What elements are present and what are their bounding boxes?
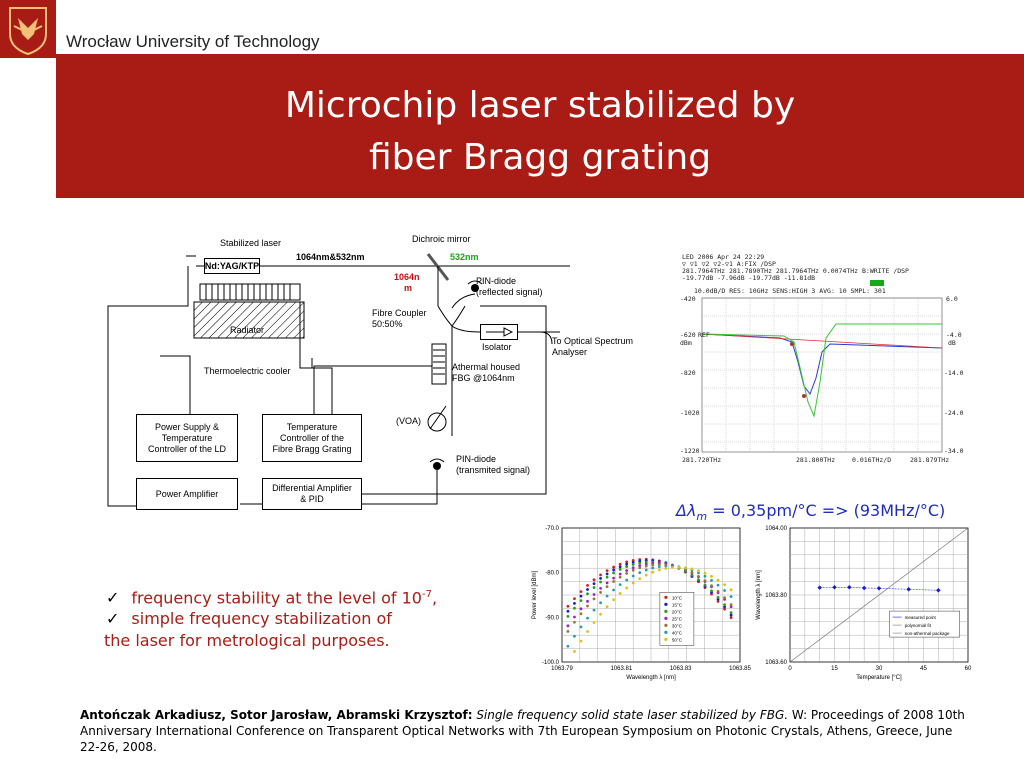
data-point <box>586 600 589 603</box>
data-point <box>730 616 733 619</box>
data-point <box>619 573 622 576</box>
y-tick-label: 1064.00 <box>765 526 787 532</box>
stabilized-laser-label: Stabilized laser <box>220 238 282 248</box>
y-tick-label: -90.0 <box>545 615 559 622</box>
slide-title-line-2: fiber Bragg grating <box>368 137 712 178</box>
power-vs-wavelength-chart <box>528 522 751 686</box>
data-point <box>599 591 602 594</box>
osa-bottom-step: 0.016THz/D <box>852 456 892 464</box>
osa-right-tick-4: -24.0 <box>944 409 964 417</box>
pin-transmitted-label-1: PIN-diode <box>456 454 497 464</box>
diff-amp-line-2: & PID <box>300 494 324 504</box>
x-axis-label: Temperature [°C] <box>856 675 902 681</box>
formula-rest: = 0,35pm/°C => (93MHz/°C) <box>707 501 946 520</box>
data-point <box>619 568 622 571</box>
x-tick-label: 0 <box>788 666 792 672</box>
data-point <box>632 566 635 569</box>
bullet-simple-stabilization <box>106 608 392 630</box>
university-name: Wrocław University of Technology <box>66 32 320 51</box>
data-point <box>645 574 648 577</box>
data-point <box>599 581 602 584</box>
ir-wavelength-label-2: m <box>404 283 413 293</box>
osa-row-5: 10.0dB/D RES: 10GHz SENS:HIGH 3 AVG: 10 SMPL: 301 <box>694 287 886 295</box>
data-point <box>573 597 576 600</box>
data-point <box>704 572 707 575</box>
legend-label: measured point <box>904 615 936 621</box>
osa-row-1: LED 2006 Apr 24 22:29 <box>682 253 765 261</box>
data-point <box>606 576 609 579</box>
x-tick-label: 45 <box>920 666 927 672</box>
x-tick-label: 1063.85 <box>729 666 751 672</box>
legend-label: polynomial fit <box>904 623 931 629</box>
data-point <box>606 585 609 588</box>
data-point <box>612 566 615 569</box>
data-point <box>599 601 602 604</box>
data-point <box>664 567 667 570</box>
data-point <box>625 565 628 568</box>
data-point <box>625 569 628 572</box>
bullet-continuation: the laser for metrological purposes. <box>104 631 390 650</box>
data-point <box>717 584 720 587</box>
data-point <box>723 603 726 606</box>
power-supply-box <box>136 414 238 462</box>
wavelength-vs-temperature-chart <box>750 522 974 686</box>
data-point <box>580 625 583 628</box>
isolator-label: Isolator <box>482 342 512 352</box>
data-point <box>606 572 609 575</box>
data-point <box>697 569 700 572</box>
data-point <box>658 569 661 572</box>
legend-marker <box>664 638 667 641</box>
x-tick-label: 1063.81 <box>610 666 633 672</box>
osa-left-tick-3: -820 <box>680 369 696 377</box>
data-point <box>593 621 596 624</box>
data-point <box>638 577 641 580</box>
beam-label: 1064nm&532nm <box>296 252 365 262</box>
legend-label: 20°C <box>671 609 682 615</box>
data-point <box>645 569 648 572</box>
data-point <box>619 565 622 568</box>
checkmark-icon: ✓ <box>106 609 120 628</box>
psu-line-3: Controller of the LD <box>147 443 227 454</box>
data-point <box>625 579 628 582</box>
data-point <box>580 590 583 593</box>
data-point <box>580 640 583 643</box>
fibre-coupler-label-2: 50:50% <box>372 319 403 329</box>
data-point <box>567 605 570 608</box>
legend-marker <box>664 624 667 627</box>
bullet-1-text: frequency stability at the level of 10 <box>131 588 422 608</box>
data-point <box>612 577 615 580</box>
data-point <box>599 613 602 616</box>
reference-citation <box>80 707 970 755</box>
data-point <box>691 568 694 571</box>
data-point <box>710 575 713 578</box>
data-point <box>684 566 687 569</box>
data-point <box>717 596 720 599</box>
data-point <box>573 621 576 624</box>
x-tick-label: 15 <box>831 666 838 672</box>
legend-marker <box>664 617 667 620</box>
osa-label-2: Analyser <box>552 347 588 357</box>
data-point <box>697 575 700 578</box>
osa-row-2: ▽ ▽1 ▽2 ▽2-▽1 A:FIX /DSP <box>682 260 776 268</box>
setup-diagram-lines <box>100 226 640 516</box>
osa-ref-label: REF <box>698 331 710 339</box>
data-point <box>645 565 648 568</box>
data-point <box>730 614 733 617</box>
isolator-box <box>480 324 518 340</box>
legend-label: 10°C <box>671 595 682 601</box>
reference-details: W: Proceedings of 2008 10th Anniversary International Conference on Transparent Optical Networks with 7th European Symposium on Photonic Crystals, Athens, Greece, June 22-26, 2008. <box>80 708 965 754</box>
data-point <box>632 563 635 566</box>
setup-diagram <box>100 226 640 516</box>
tcfbg-line-2: Controller of the <box>279 432 345 443</box>
y-tick-label: -70.0 <box>545 526 559 532</box>
data-point <box>710 584 713 587</box>
title-banner <box>56 54 1024 198</box>
osa-dbm-label: dBm <box>680 339 692 347</box>
green-wavelength-label: 532nm <box>450 252 479 262</box>
data-point <box>730 595 733 598</box>
bullet-2-text: simple frequency stabilization of <box>131 609 392 628</box>
formula-delta: Δλ <box>676 501 697 520</box>
data-point <box>599 577 602 580</box>
reference-authors: Antończak Arkadiusz, Sotor Jarosław, Abramski Krzysztof: <box>80 708 473 722</box>
data-point <box>730 588 733 591</box>
psu-line-1: Power Supply & <box>154 421 220 432</box>
data-point <box>619 563 622 566</box>
y-tick-label: 1063.60 <box>765 660 787 666</box>
osa-plot <box>680 252 966 466</box>
fibre-coupler-label-1: Fibre Coupler <box>372 308 427 318</box>
data-point <box>573 607 576 610</box>
data-point <box>580 599 583 602</box>
data-point <box>593 586 596 589</box>
checkmark-icon: ✓ <box>106 588 120 608</box>
data-point <box>632 569 635 572</box>
data-point <box>593 609 596 612</box>
data-point <box>599 574 602 577</box>
data-point <box>593 582 596 585</box>
pin-reflected-label-1: PIN-diode <box>476 276 517 286</box>
data-point <box>651 567 654 570</box>
osa-right-tick-1: 6.0 <box>946 295 958 303</box>
bullet-1-end: , <box>431 588 438 608</box>
x-tick-label: 30 <box>875 666 883 672</box>
psu-line-2: Temperature <box>161 432 213 443</box>
data-point <box>567 615 570 618</box>
osa-right-tick-3: -14.0 <box>944 369 964 377</box>
y-tick-label: -80.0 <box>545 570 559 577</box>
wavelength-vs-temperature-plot <box>750 522 974 686</box>
legend-label: 50°C <box>671 637 682 643</box>
dichroic-mirror-label: Dichroic mirror <box>412 234 471 244</box>
tcfbg-line-3: Fibre Bragg Grating <box>272 443 352 454</box>
data-point <box>730 603 733 606</box>
osa-right-tick-5: -34.0 <box>944 447 964 455</box>
data-point <box>586 592 589 595</box>
osa-bottom-right: 281.879THz <box>910 456 950 464</box>
osa-left-tick-2: -620 <box>680 331 696 339</box>
legend-label: 25°C <box>671 616 682 622</box>
data-point <box>691 571 694 574</box>
data-point <box>593 578 596 581</box>
isolator-arrow-icon <box>484 327 514 337</box>
data-point <box>567 630 570 633</box>
data-point <box>638 562 641 565</box>
data-point <box>580 607 583 610</box>
data-point <box>710 589 713 592</box>
osa-row-3: 281.7964THz 281.7890THz 281.7964THz 0.0074THz B:WRITE /DSP <box>682 267 909 275</box>
data-point <box>606 595 609 598</box>
tcfbg-line-1: Temperature <box>286 421 338 432</box>
radiator-label: Radiator <box>230 325 265 335</box>
data-point <box>704 575 707 578</box>
data-point <box>658 565 661 568</box>
data-point <box>619 583 622 586</box>
data-point <box>638 571 641 574</box>
legend-label: 40°C <box>671 630 682 636</box>
data-point <box>612 572 615 575</box>
data-point <box>586 630 589 633</box>
data-point <box>573 650 576 653</box>
pin-reflected-label-2: (reflected signal) <box>476 287 543 297</box>
data-point <box>573 602 576 605</box>
data-point <box>723 589 726 592</box>
data-point <box>625 563 628 566</box>
data-point <box>730 611 733 614</box>
y-axis-label: Power level [dBm] <box>532 570 538 620</box>
data-point <box>567 610 570 613</box>
osa-left-tick-4: -1020 <box>680 409 700 417</box>
data-point <box>677 566 680 569</box>
y-tick-label: 1063.80 <box>765 593 787 599</box>
data-point <box>619 576 622 579</box>
data-point <box>606 569 609 572</box>
tec-label: Thermoelectric cooler <box>204 366 291 376</box>
data-point <box>612 589 615 592</box>
data-point <box>704 579 707 582</box>
data-point <box>632 575 635 578</box>
data-point <box>651 564 654 567</box>
data-point <box>606 605 609 608</box>
data-point <box>573 616 576 619</box>
power-vs-wavelength-plot <box>528 522 751 686</box>
eagle-emblem-icon <box>0 0 56 58</box>
bullet-1-exponent: -7 <box>421 589 432 600</box>
data-point <box>586 588 589 591</box>
pin-transmitted-label-2: (transmited signal) <box>456 465 531 475</box>
data-point <box>599 587 602 590</box>
y-axis-label: Wavelength λ [nm] <box>756 570 762 620</box>
legend-label: 30°C <box>671 623 682 629</box>
data-point <box>723 596 726 599</box>
formula-subscript: m <box>696 510 708 524</box>
data-point <box>586 617 589 620</box>
y-tick-label: -100.0 <box>541 660 559 666</box>
osa-left-tick-5: -1220 <box>680 447 700 455</box>
data-point <box>612 580 615 583</box>
data-point <box>580 595 583 598</box>
osa-db-label: dB <box>948 339 956 347</box>
data-point <box>625 586 628 589</box>
data-point <box>651 571 654 574</box>
data-point <box>567 624 570 627</box>
data-point <box>573 635 576 638</box>
osa-left-tick-1: -420 <box>680 295 696 303</box>
diff-amp-line-1: Differential Amplifier <box>272 483 352 493</box>
x-axis-label: Wavelength λ [nm] <box>626 675 676 681</box>
data-point <box>606 581 609 584</box>
data-point <box>593 593 596 596</box>
data-point <box>723 583 726 586</box>
nd-yag-crystal: Nd:YAG/KTP <box>204 258 260 274</box>
legend-label: non-athermal package <box>904 631 950 637</box>
x-tick-label: 1063.79 <box>551 666 573 672</box>
legend-marker <box>664 610 667 613</box>
legend-marker <box>664 631 667 634</box>
differential-amplifier-box <box>262 478 362 510</box>
data-point <box>580 612 583 615</box>
data-point <box>717 590 720 593</box>
data-point <box>632 582 635 585</box>
data-point <box>638 566 641 569</box>
osa-bottom-left: 281.720THz <box>682 456 722 464</box>
x-tick-label: 60 <box>964 666 972 672</box>
osa-bottom-mid: 281.800THz <box>796 456 836 464</box>
data-point <box>619 592 622 595</box>
data-point <box>625 572 628 575</box>
slide-title-line-1: Microchip laser stabilized by <box>284 85 796 126</box>
data-point <box>612 598 615 601</box>
legend-label: 15°C <box>671 602 682 608</box>
osa-label-1: To Optical Spectrum <box>552 336 634 346</box>
data-point <box>593 597 596 600</box>
osa-screenshot <box>680 252 966 466</box>
data-point <box>586 584 589 587</box>
bullet-frequency-stability <box>106 584 437 609</box>
fbg-label-1: Athermal housed <box>452 362 521 372</box>
fbg-label-2: FBG @1064nm <box>452 373 515 383</box>
power-amplifier-box: Power Amplifier <box>136 478 238 510</box>
data-point <box>586 605 589 608</box>
osa-right-tick-2: -4.0 <box>946 331 962 339</box>
data-point <box>710 579 713 582</box>
legend-marker <box>664 603 667 606</box>
data-point <box>704 584 707 587</box>
x-tick-label: 1063.83 <box>669 666 692 672</box>
data-point <box>664 565 667 568</box>
data-point <box>717 579 720 582</box>
data-point <box>671 566 674 569</box>
voa-label: (VOA) <box>396 416 422 426</box>
fbg-temperature-controller-box <box>262 414 362 462</box>
data-point <box>612 569 615 572</box>
reference-title: Single frequency solid state laser stabilized by FBG. <box>472 708 789 722</box>
legend-marker <box>664 596 667 599</box>
data-point <box>697 578 700 581</box>
university-logo <box>0 0 56 58</box>
ir-wavelength-label-1: 1064n <box>394 272 420 282</box>
data-point <box>567 645 570 648</box>
osa-row-4: -19.77dB -7.96dB -19.77dB -11.81dB <box>682 274 816 282</box>
